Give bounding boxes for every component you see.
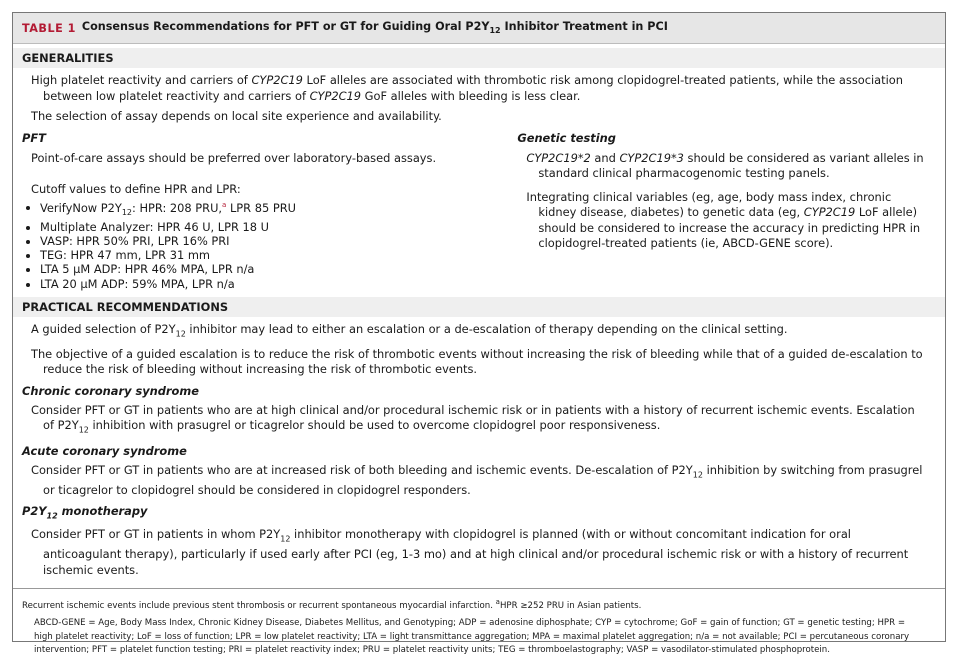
genetic-paragraph-1: CYP2C19*2 and CYP2C19*3 should be considered as variant alleles in standard clinical pharmacogenomic testing panels. (526, 150, 924, 180)
practical-paragraph-2: The objective of a guided escalation is to reduce the risk of thrombotic events without increasing the risk of bleeding while that of a guided de-escalation to reduce the risk of bleeding without increasing the risk of thrombotic events. (31, 346, 923, 377)
genetic-testing-heading: Genetic testing (517, 130, 616, 145)
generalities-paragraph-1: High platelet reactivity and carriers of CYP2C19 LoF alleles are associated with thrombotic risk among clopidogrel-treated patients, while the association between low platelet reactivity and carriers of CYP2C19 GoF alleles with bleeding is less clear. (31, 73, 903, 103)
acs-heading: Acute coronary syndrome (22, 443, 187, 458)
pft-paragraph-1: Point-of-care assays should be preferred over laboratory-based assays. (31, 150, 437, 165)
table-footnotes (13, 588, 945, 657)
list-item: • TEG: HPR 47 mm, LPR 31 mm (40, 248, 517, 262)
monotherapy-paragraph: Consider PFT or GT in patients in whom $P2Y_{12}$ inhibitor monotherapy with clopidogrel is planned (with or without concomitant indication for oral anticoagulant therapy), particularly if used early after PCI (eg, 1-3 mo) and at high clinical and/or procedural ischemic risk or with a history of recurrent ischemic events. (31, 527, 909, 577)
generalities-body (13, 68, 945, 291)
list-item: • LTA 5 μM ADP: HPR 46% MPA, LPR n/a (40, 262, 517, 276)
monotherapy-heading: $P2Y_{12}$ monotherapy (22, 504, 148, 521)
genetic-testing-column (517, 131, 936, 291)
pft-cutoff-list (22, 198, 517, 291)
section-practical-heading: PRACTICAL RECOMMENDATIONS (13, 297, 945, 317)
pft-column (22, 131, 517, 291)
section-generalities-heading: GENERALITIES (13, 48, 945, 68)
pft-cutoff-intro: Cutoff values to define HPR and LPR: (31, 182, 241, 196)
table-caption: Consensus Recommendations for PFT or GT for Guiding Oral $P2Y_{12}$ Inhibitor Treatment in PCI (81, 20, 668, 36)
list-item: • VerifyNow $P2Y_{12}$: HPR: 208 PRU,$^a$ LPR 85 PRU (40, 198, 517, 220)
footnote-1: Recurrent ischemic events include previous stent thrombosis or recurrent spontaneous myocardial infarction. $^a$HPR ≥252 PRU in Asian patients. (22, 598, 642, 612)
consensus-table (12, 12, 946, 656)
list-item: • VASP: HPR 50% PRI, LPR 16% PRI (40, 234, 517, 248)
generalities-paragraph-2: The selection of assay depends on local site experience and availability. (31, 109, 442, 123)
table-label: TABLE 1 (22, 21, 76, 35)
practical-body (13, 317, 945, 578)
ccs-paragraph: Consider PFT or GT in patients who are at high clinical and/or procedural ischemic risk or in patients with a history of recurrent ischemic events. Escalation of $P2Y_{12}$ inhibition with prasugrel or ticagrelor should be used to overcome clopidogrel poor responsiveness. (31, 402, 915, 435)
genetic-paragraph-2: Integrating clinical variables (eg, age, body mass index, chronic kidney disease, diabetes) to genetic data (eg, CYP2C19 LoF allele) should be considered to increase the accuracy in predicting HPR in clopidogrel-treated patients (ie, ABCD-GENE score). (526, 189, 921, 250)
pft-heading: PFT (22, 130, 46, 145)
ccs-heading: Chronic coronary syndrome (22, 383, 199, 398)
list-item: • Multiplate Analyzer: HPR 46 U, LPR 18 U (40, 220, 517, 234)
table-title (13, 13, 945, 44)
footnote-abbreviations: ABCD-GENE = Age, Body Mass Index, Chronic Kidney Disease, Diabetes Mellitus, and Genotyping; ADP = adenosine diphosphate; CYP = cytochrome; GoF = gain of function; GT = genetic testing; HPR = high platelet reactivity; LoF = loss of function; LPR = low platelet reactivity; LTA = light transmittance aggregation; MPA = maximal platelet aggregation; n/a = not available; PCI = percutaneous coronary intervention; PFT = platelet function testing; PRI = platelet reactivity index; PRU = platelet reactivity units; TEG = thromboelastography; VASP = vasodilator-stimulated phosphoprotein. (34, 618, 910, 656)
acs-paragraph: Consider PFT or GT in patients who are at increased risk of both bleeding and ischemic events. De-escalation of $P2Y_{12}$ inhibition by switching from prasugrel or ticagrelor to clopidogrel should be considered in clopidogrel responders. (31, 462, 923, 497)
practical-paragraph-1: A guided selection of $P2Y_{12}$ inhibitor may lead to either an escalation or a de-escalation of therapy depending on the clinical setting. (31, 321, 788, 339)
list-item: • LTA 20 μM ADP: 59% MPA, LPR n/a (40, 277, 517, 291)
